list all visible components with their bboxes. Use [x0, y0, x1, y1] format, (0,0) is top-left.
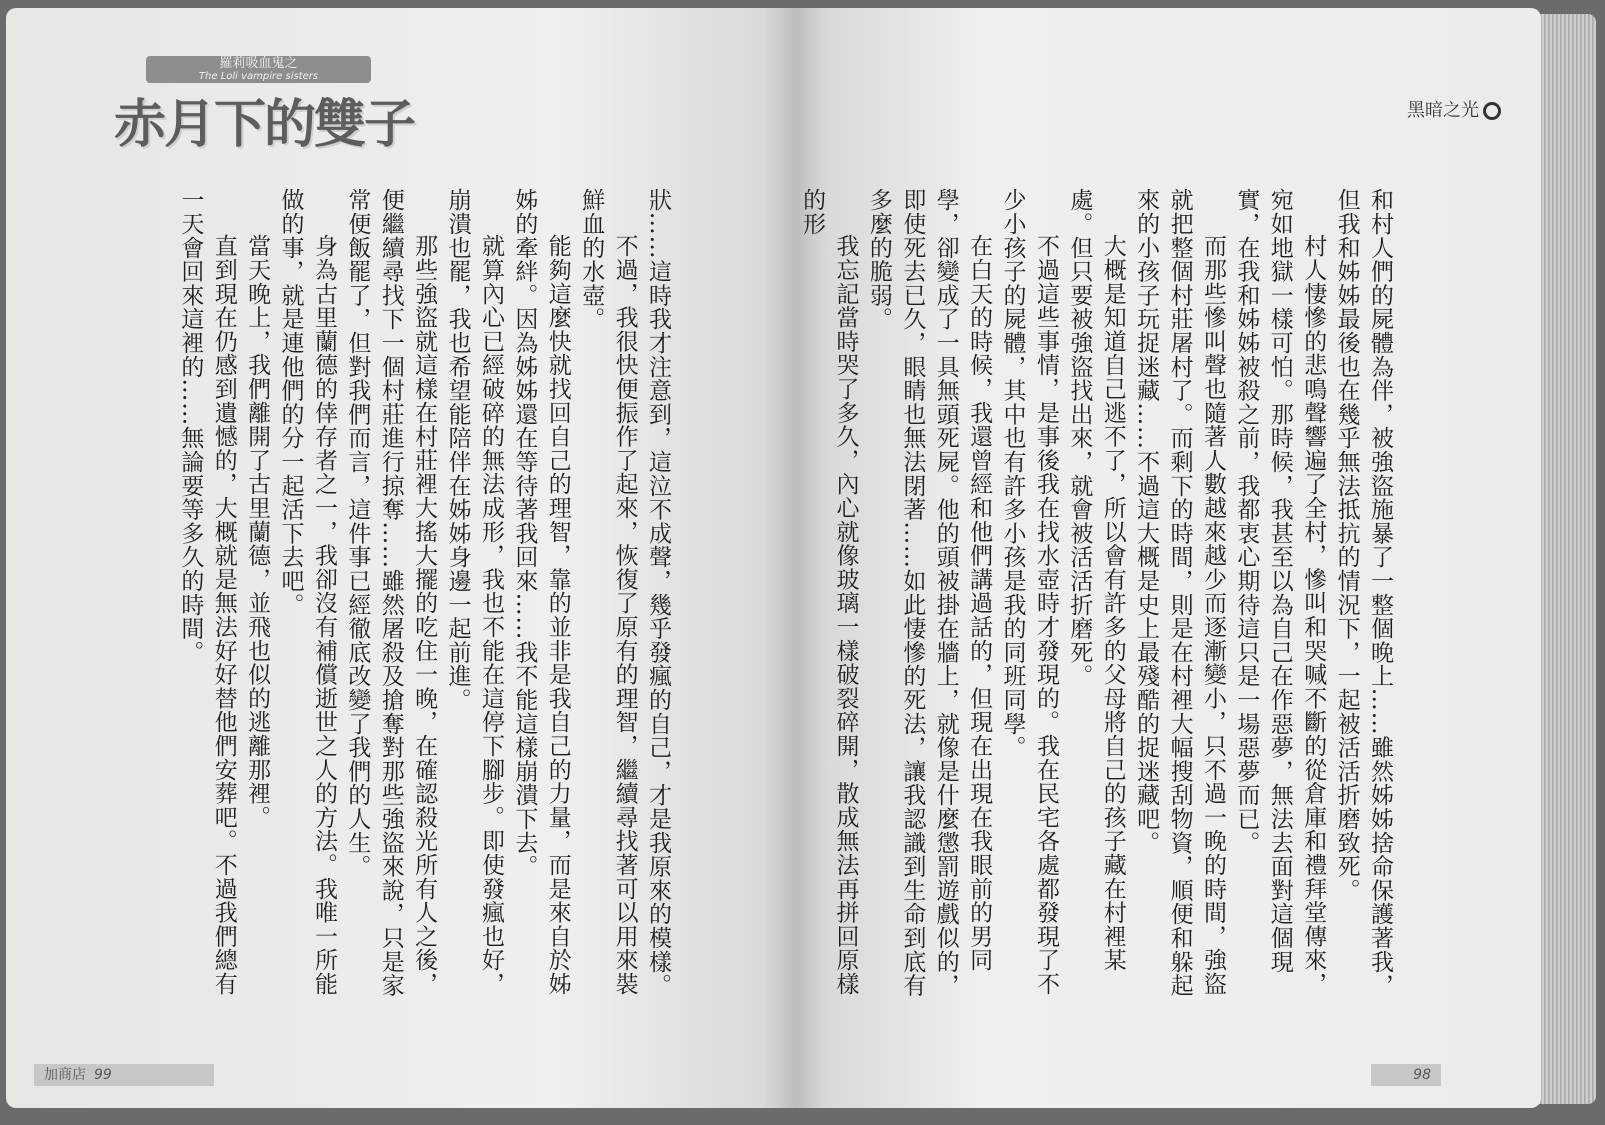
chapter-name: 黑暗之光: [1407, 100, 1479, 121]
right-page-number: 98: [1413, 1067, 1431, 1083]
left-page-number: 99: [94, 1067, 112, 1083]
paragraph: 能夠這麼快就找回自己的理智，靠的並非是我自己的力量，而是來自於姊姊的牽絆。因為姊姊還在等待著我回來……我不能這樣崩潰下去。: [511, 188, 571, 996]
left-page: [6, 8, 796, 1108]
right-page: [796, 8, 1541, 1108]
right-footer: [1371, 1064, 1441, 1086]
paragraph: 我忘記當時哭了多久，內心就像玻璃一樣破裂碎開，散成無法再拼回原樣的形: [799, 188, 859, 996]
paragraph: 當天晚上，我們離開了古里蘭德，並飛也似的逃離那裡。: [244, 234, 271, 829]
paragraph: 身為古里蘭德的倖存者之一，我卻沒有補償逝世之人的方法。我唯一所能做的事，就是連他們的分一起活下去吧。: [277, 188, 337, 996]
paragraph: 和村人們的屍體為伴，被強盜施暴了一整個晚上……雖然姊姊捨命保護著我，但我和姊姊最後也在幾乎無法抵抗的情況下，一起被活活折磨致死。: [1333, 188, 1393, 998]
seal-icon: [1483, 102, 1501, 120]
chapter-title: [1407, 96, 1501, 122]
paragraph: 村人悽慘的悲鳴聲響遍了全村，慘叫和哭喊不斷的從倉庫和禮拜堂傳來，宛如地獄一樣可怕。那時候，我甚至以為自己在作惡夢，無法去面對這個現實，在我和姊姊被殺之前，我都衷心期待這只是一場惡夢而已。: [1233, 188, 1327, 996]
paragraph: 直到現在仍感到遺憾的，大概就是無法好好替他們安葬吧。不過我們總有一天會回來這裡的……無論要等多久的時間。: [177, 188, 237, 996]
left-body-text: [114, 188, 674, 1018]
footer-label: 加商店: [44, 1067, 86, 1083]
paragraph: 而那些慘叫聲也隨著人數越來越少而逐漸變小，只不過一晚的時間，強盜就把整個村莊屠村了。而剩下的時間，則是在村裡大幅搜刮物資，順便和躲起來的小孩子玩捉迷藏……不過這大概是史上最殘酷的捉迷藏吧。: [1133, 188, 1226, 998]
paragraph: 在白天的時候，我還曾經和他們講過話的，但現在出現在我眼前的男同學，卻變成了一具無頭死屍。他的頭被掛在牆上，就像是什麼懲罰遊戲似的，即使死去已久，眼睛也無法閉著……如此悽慘的死法，讓我認識到生命到底有多麼的脆弱。: [865, 188, 993, 998]
paragraph: 狀……這時我才注意到，這泣不成聲，幾乎發瘋的自己，才是我原來的模樣。: [645, 188, 671, 998]
paragraph: 就算內心已經破碎的無法成形，我也不能在這停下腳步。即使發瘋也好，崩潰也罷，我也希望能陪伴在姊姊身邊一起前進。: [444, 188, 504, 996]
paragraph: 大概是知道自己逃不了，所以會有許多的父母將自己的孩子藏在村裡某處。但只要被強盜找出來，就會被活活折磨死。: [1066, 188, 1126, 972]
right-body-text: [799, 188, 1396, 1018]
left-footer: [34, 1064, 214, 1086]
paragraph: 那些強盜就這樣在村莊裡大搖大擺的吃住一晚，在確認殺光所有人之後，便繼續尋找下一個村莊進行掠奪……雖然屠殺及搶奪對那些強盜來說，只是家常便飯罷了，但對我們而言，這件事已經徹底改變了我們的人生。: [344, 188, 438, 998]
paragraph: 不過這些事情，是事後我在找水壺時才發現的。我在民宅各處都發現了不少小孩子的屍體，其中也有許多小孩是我的同班同學。: [999, 188, 1059, 996]
paragraph: 不過，我很快便振作了起來，恢復了原有的理智，繼續尋找著可以用來裝鮮血的水壺。: [578, 188, 638, 996]
series-name: 羅莉吸血鬼之: [219, 56, 298, 71]
series-banner: [146, 56, 371, 83]
series-name-en: The Loli vampire sisters: [198, 71, 319, 82]
book-title: 赤月下的雙子: [114, 95, 415, 155]
